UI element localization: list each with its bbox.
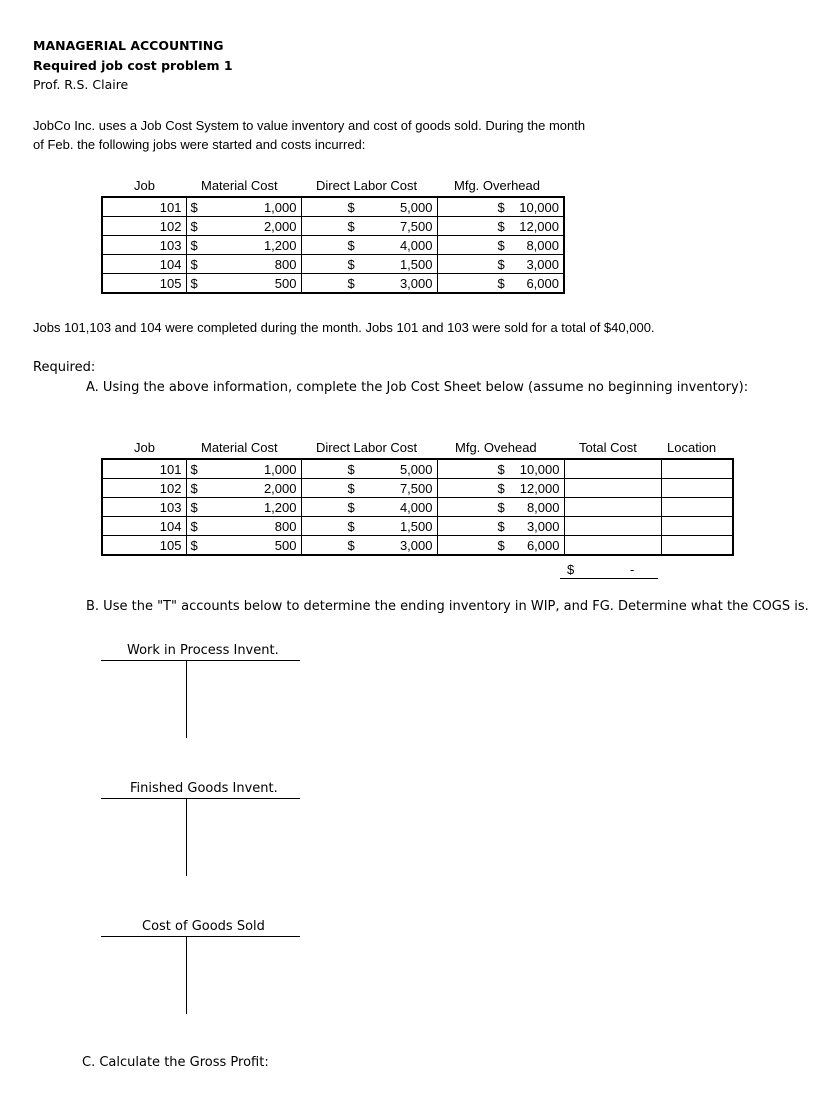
job-number-cell: 103 — [102, 498, 186, 517]
course-title: MANAGERIAL ACCOUNTING — [33, 38, 224, 53]
overhead-cost-cell — [437, 255, 564, 274]
t2-header-overhead: Mfg. Ovehead — [455, 440, 537, 455]
labor-cost-cell — [301, 536, 437, 556]
table-row — [102, 274, 564, 294]
labor-amount: 7,500 — [399, 480, 433, 496]
completed-note: Jobs 101,103 and 104 were completed during the month. Jobs 101 and 103 were sold for a total of $40,000. — [33, 320, 655, 335]
job-cost-table — [101, 196, 565, 294]
cogs-account-title: Cost of Goods Sold — [142, 919, 265, 934]
total-cost-cell[interactable] — [564, 459, 661, 479]
labor-cost-cell — [301, 517, 437, 536]
overhead-amount: 3,000 — [526, 518, 560, 534]
t1-header-labor: Direct Labor Cost — [316, 178, 418, 193]
overhead-amount: 12,000 — [519, 480, 560, 496]
material-cost-cell — [186, 498, 301, 517]
labor-currency: $ — [347, 518, 355, 534]
material-amount: 2,000 — [263, 480, 297, 496]
labor-currency: $ — [347, 499, 355, 515]
material-amount: 800 — [274, 256, 297, 272]
material-currency: $ — [190, 237, 198, 253]
overhead-cost-cell — [437, 236, 564, 255]
material-cost-cell — [186, 274, 301, 294]
overhead-cost-cell — [437, 274, 564, 294]
required-label: Required: — [33, 360, 96, 375]
total-cost-cell[interactable] — [564, 498, 661, 517]
table-row — [102, 197, 564, 217]
labor-amount: 5,000 — [399, 199, 433, 215]
material-cost-cell — [186, 197, 301, 217]
job-number-cell: 104 — [102, 255, 186, 274]
material-cost-cell — [186, 517, 301, 536]
overhead-amount: 3,000 — [526, 256, 559, 272]
t2-header-material: Material Cost — [201, 440, 278, 455]
overhead-currency: $ — [497, 537, 505, 553]
part-b-instruction: B. Use the "T" accounts below to determine the ending inventory in WIP, and FG. Determine what the COGS is. — [86, 599, 809, 614]
table-row — [102, 517, 733, 536]
intro-line-2: of Feb. the following jobs were started and costs incurred: — [33, 137, 366, 152]
location-cell[interactable] — [661, 517, 733, 536]
cogs-t-vertical — [186, 936, 187, 1014]
labor-currency: $ — [347, 537, 355, 553]
labor-currency: $ — [347, 199, 355, 215]
labor-currency: $ — [347, 218, 355, 234]
material-currency: $ — [190, 218, 198, 234]
overhead-currency: $ — [497, 461, 505, 477]
material-cost-cell — [186, 459, 301, 479]
t2-header-location: Location — [667, 440, 717, 455]
wip-account-title: Work in Process Invent. — [127, 643, 279, 658]
table-row — [102, 236, 564, 255]
labor-cost-cell — [301, 217, 437, 236]
overhead-cost-cell — [437, 459, 564, 479]
location-cell[interactable] — [661, 498, 733, 517]
location-cell[interactable] — [661, 479, 733, 498]
labor-cost-cell — [301, 498, 437, 517]
overhead-currency: $ — [497, 199, 505, 215]
labor-currency: $ — [347, 275, 355, 291]
overhead-amount: 8,000 — [526, 499, 560, 515]
overhead-currency: $ — [497, 218, 505, 234]
total-cost-value: - — [630, 562, 635, 577]
material-amount: 800 — [274, 518, 297, 534]
material-cost-cell — [186, 236, 301, 255]
fg-t-vertical — [186, 798, 187, 876]
overhead-currency: $ — [497, 499, 505, 515]
professor-name: Prof. R.S. Claire — [33, 77, 129, 92]
material-cost-cell — [186, 217, 301, 236]
material-cost-cell — [186, 536, 301, 556]
overhead-cost-cell — [437, 479, 564, 498]
labor-cost-cell — [301, 236, 437, 255]
labor-currency: $ — [347, 256, 355, 272]
location-cell[interactable] — [661, 459, 733, 479]
material-currency: $ — [190, 275, 198, 291]
material-currency: $ — [190, 499, 198, 515]
material-cost-cell — [186, 255, 301, 274]
overhead-currency: $ — [497, 275, 505, 291]
material-amount: 1,200 — [263, 237, 297, 253]
overhead-amount: 10,000 — [519, 199, 559, 215]
job-number-cell: 105 — [102, 274, 186, 294]
labor-amount: 1,500 — [399, 518, 433, 534]
job-number-cell: 103 — [102, 236, 186, 255]
table-row — [102, 479, 733, 498]
overhead-amount: 6,000 — [526, 537, 560, 553]
job-number-cell: 102 — [102, 217, 186, 236]
location-cell[interactable] — [661, 536, 733, 556]
overhead-amount: 8,000 — [526, 237, 559, 253]
overhead-amount: 10,000 — [519, 461, 560, 477]
fg-account-title: Finished Goods Invent. — [130, 781, 278, 796]
part-c-instruction: C. Calculate the Gross Profit: — [82, 1055, 269, 1070]
labor-currency: $ — [347, 461, 355, 477]
overhead-currency: $ — [497, 237, 505, 253]
labor-amount: 7,500 — [399, 218, 433, 234]
job-number-cell: 102 — [102, 479, 186, 498]
total-cost-underline — [560, 578, 658, 579]
material-currency: $ — [190, 256, 198, 272]
overhead-currency: $ — [497, 480, 505, 496]
table-row — [102, 255, 564, 274]
t2-header-labor: Direct Labor Cost — [316, 440, 418, 455]
overhead-cost-cell — [437, 498, 564, 517]
job-number-cell: 101 — [102, 197, 186, 217]
labor-currency: $ — [347, 480, 355, 496]
overhead-cost-cell — [437, 517, 564, 536]
job-cost-sheet-table — [101, 458, 734, 556]
labor-cost-cell — [301, 274, 437, 294]
material-currency: $ — [190, 537, 198, 553]
wip-t-horizontal — [101, 660, 300, 661]
material-amount: 1,200 — [263, 499, 297, 515]
job-number-cell: 105 — [102, 536, 186, 556]
labor-currency: $ — [347, 237, 355, 253]
overhead-currency: $ — [497, 518, 505, 534]
total-cost-symbol: $ — [567, 562, 575, 577]
overhead-cost-cell — [437, 197, 564, 217]
t1-header-overhead: Mfg. Overhead — [454, 178, 540, 193]
material-currency: $ — [190, 199, 198, 215]
t2-header-total: Total Cost — [579, 440, 637, 455]
labor-amount: 5,000 — [399, 461, 433, 477]
overhead-cost-cell — [437, 536, 564, 556]
part-a-instruction: A. Using the above information, complete the Job Cost Sheet below (assume no beginning inventory): — [86, 380, 749, 395]
total-cost-cell[interactable] — [564, 536, 661, 556]
table-row — [102, 459, 733, 479]
t2-header-job: Job — [134, 440, 155, 455]
labor-cost-cell — [301, 479, 437, 498]
job-number-cell: 104 — [102, 517, 186, 536]
material-amount: 1,000 — [263, 461, 297, 477]
cogs-t-horizontal — [101, 936, 300, 937]
material-cost-cell — [186, 479, 301, 498]
wip-t-vertical — [186, 660, 187, 738]
material-currency: $ — [190, 518, 198, 534]
labor-amount: 3,000 — [399, 275, 433, 291]
overhead-cost-cell — [437, 217, 564, 236]
material-amount: 500 — [274, 275, 297, 291]
job-number-cell: 101 — [102, 459, 186, 479]
labor-amount: 1,500 — [399, 256, 433, 272]
t1-header-material: Material Cost — [201, 178, 278, 193]
table-row — [102, 217, 564, 236]
material-amount: 2,000 — [263, 218, 297, 234]
material-currency: $ — [190, 480, 198, 496]
overhead-amount: 6,000 — [526, 275, 559, 291]
total-cost-cell[interactable] — [564, 479, 661, 498]
overhead-currency: $ — [497, 256, 505, 272]
table-row — [102, 498, 733, 517]
material-currency: $ — [190, 461, 198, 477]
problem-title: Required job cost problem 1 — [33, 58, 233, 73]
labor-cost-cell — [301, 255, 437, 274]
t1-header-job: Job — [134, 178, 155, 193]
intro-line-1: JobCo Inc. uses a Job Cost System to value inventory and cost of goods sold. During the month — [33, 118, 586, 133]
table-row — [102, 536, 733, 556]
total-cost-cell[interactable] — [564, 517, 661, 536]
labor-amount: 4,000 — [399, 499, 433, 515]
labor-cost-cell — [301, 197, 437, 217]
labor-amount: 3,000 — [399, 537, 433, 553]
material-amount: 500 — [274, 537, 297, 553]
material-amount: 1,000 — [263, 199, 297, 215]
fg-t-horizontal — [101, 798, 300, 799]
overhead-amount: 12,000 — [519, 218, 559, 234]
labor-cost-cell — [301, 459, 437, 479]
labor-amount: 4,000 — [399, 237, 433, 253]
